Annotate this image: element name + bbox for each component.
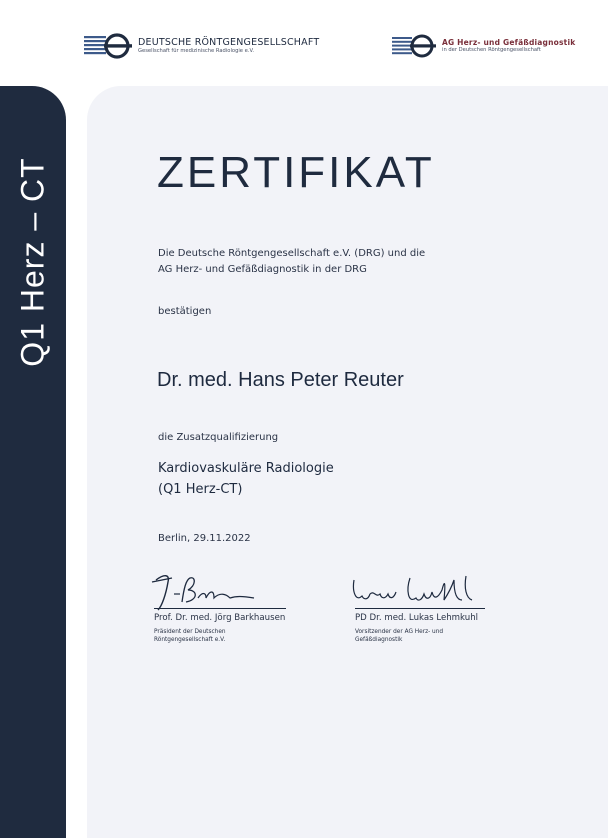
issuer-line-2: AG Herz- und Gefäßdiagnostik in der DRG [158, 264, 367, 275]
signature-barkhausen-icon [150, 568, 260, 618]
qualification-title: Kardiovaskuläre Radiologie [158, 461, 334, 476]
issuer-line-1: Die Deutsche Röntgengesellschaft e.V. (DRG) und die [158, 248, 426, 259]
signer-role-2-line-1: Vorsitzender der AG Herz- und [355, 629, 444, 635]
drg-logo-subtitle: Gesellschaft für medizinische Radiologie e.V. [138, 48, 255, 54]
signer-role-1-line-2: Röntgengesellschaft e.V. [154, 637, 226, 643]
confirm-text: bestätigen [158, 306, 212, 317]
ag-logo-title: AG Herz- und Gefäßdiagnostik [442, 38, 576, 47]
ag-logo-subtitle: in der Deutschen Röntgengesellschaft [442, 47, 541, 53]
recipient-name: Dr. med. Hans Peter Reuter [157, 369, 404, 391]
signer-name-2: PD Dr. med. Lukas Lehmkuhl [355, 613, 479, 623]
ag-logo-mark-icon [392, 34, 438, 58]
side-label: Q1 Herz – CT [14, 157, 51, 367]
signature-lehmkuhl-icon [350, 570, 490, 616]
signature-line-1 [154, 608, 286, 609]
drg-logo-title: DEUTSCHE RÖNTGENGESELLSCHAFT [138, 37, 320, 48]
drg-logo-mark-icon [84, 33, 134, 59]
qualification-code: (Q1 Herz-CT) [158, 482, 243, 497]
signer-name-1: Prof. Dr. med. Jörg Barkhausen [154, 613, 286, 623]
signer-role-2-line-2: Gefäßdiagnostik [355, 637, 403, 643]
certificate-title: ZERTIFIKAT [157, 148, 435, 197]
place-date: Berlin, 29.11.2022 [158, 533, 251, 544]
qualification-intro: die Zusatzqualifizierung [158, 432, 279, 443]
drg-logo [84, 33, 319, 59]
ag-logo [392, 34, 575, 58]
signer-role-1-line-1: Präsident der Deutschen [154, 629, 226, 635]
signature-line-2 [355, 608, 485, 609]
